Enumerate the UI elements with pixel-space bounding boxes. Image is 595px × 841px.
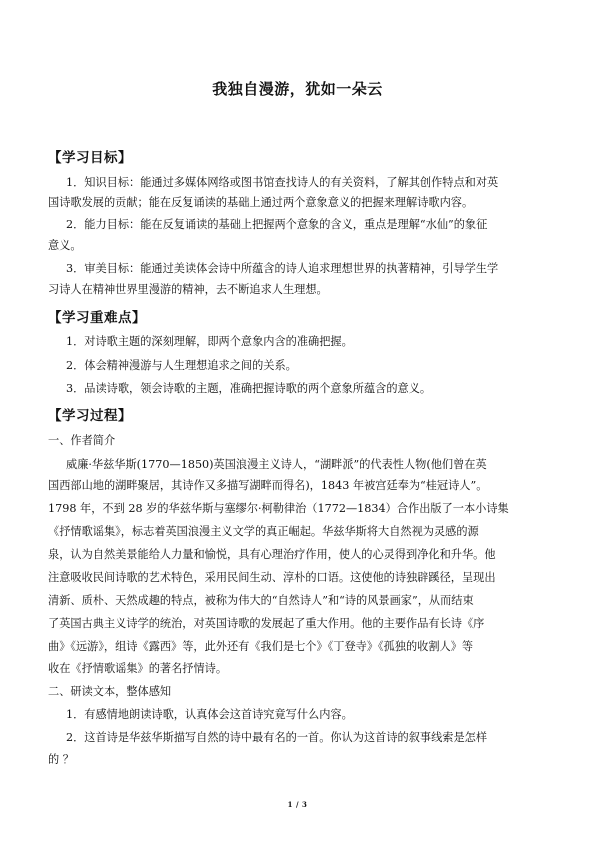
page-title: 我独自漫游，犹如一朵云 [212, 80, 383, 98]
goals-line: 习诗人在精神世界里漫游的精神，去不断追求人生理想。 [48, 283, 328, 296]
page-number: 1 / 3 [287, 800, 308, 809]
goals-line: 意义。 [48, 239, 82, 252]
reading-line: 1．有感情地朗读诗歌，认真体会这首诗究竟写什么内容。 [66, 708, 353, 721]
section-heading-key-points: 【学习重难点】 [48, 310, 146, 326]
section-heading-process: 【学习过程】 [48, 408, 132, 424]
key-point-line: 3．品读诗歌，领会诗歌的主题，准确把握诗歌的两个意象所蕴含的意义。 [66, 382, 432, 395]
author-line: 了英国古典主义诗学的统治，对英国诗歌的发展起了重大作用。他的主要作品有长诗《序 [48, 617, 485, 630]
goals-line: 2．能力目标：能在反复诵读的基础上把握两个意象的含义，重点是理解“水仙”的象征 [66, 218, 488, 231]
author-line: 《抒情歌谣集》，标志着英国浪漫主义文学的真正崛起。华兹华斯将大自然视为灵感的源 [48, 525, 479, 538]
goals-line: 国诗歌发展的贡献；能在反复诵读的基础上通过两个意象意义的把握来理解诗歌内容。 [48, 196, 474, 209]
author-line: 1798 年，不到 28 岁的华兹华斯与塞缪尔·柯勒律治（1772—1834）合作出版了一本小诗集 [48, 502, 509, 515]
key-point-line: 2．体会精神漫游与人生理想追求之间的关系。 [66, 359, 297, 372]
goals-line: 1．知识目标：能通过多媒体网络或图书馆查找诗人的有关资料，了解其创作特点和对英 [66, 176, 499, 189]
subheading-reading: 二、研读文本，整体感知 [48, 685, 172, 698]
author-line: 威廉·华兹华斯(1770—1850)英国浪漫主义诗人，“湖畔派”的代表性人物(他们曾在英 [66, 458, 487, 471]
reading-line: 的 ？ [48, 753, 74, 766]
section-heading-goals: 【学习目标】 [48, 150, 132, 166]
author-line: 曲》《远游》，组诗《露西》等，此外还有《我们是七个》《丁登寺》《孤独的收割人》等 [48, 640, 474, 653]
author-line: 泉，认为自然美景能给人力量和愉悦，具有心理治疗作用，使人的心灵得到净化和升华。他 [48, 548, 496, 561]
author-line: 收在《抒情歌谣集》的著名抒情诗。 [48, 662, 228, 675]
reading-line: 2．这首诗是华兹华斯描写自然的诗中最有名的一首。你认为这首诗的叙事线索是怎样 [66, 731, 488, 744]
author-line: 清新、质朴、天然成趣的特点，被称为伟大的“自然诗人”和“诗的风景画家”，从而结束 [48, 594, 474, 607]
goals-line: 3．审美目标：能通过美读体会诗中所蕴含的诗人追求理想世界的执著精神，引导学生学 [66, 262, 499, 275]
author-line: 国西部山地的湖畔聚居，其诗作又多描写湖畔而得名)，1843 年被宫廷奉为“桂冠诗人”。 [48, 479, 488, 492]
subheading-author: 一、作者简介 [48, 434, 116, 447]
author-line: 注意吸收民间诗歌的艺术特色，采用民间生动、淳朴的口语。这使他的诗独辟蹊径，呈现出 [48, 571, 496, 584]
key-point-line: 1．对诗歌主题的深刻理解，即两个意象内含的准确把握。 [66, 335, 353, 348]
